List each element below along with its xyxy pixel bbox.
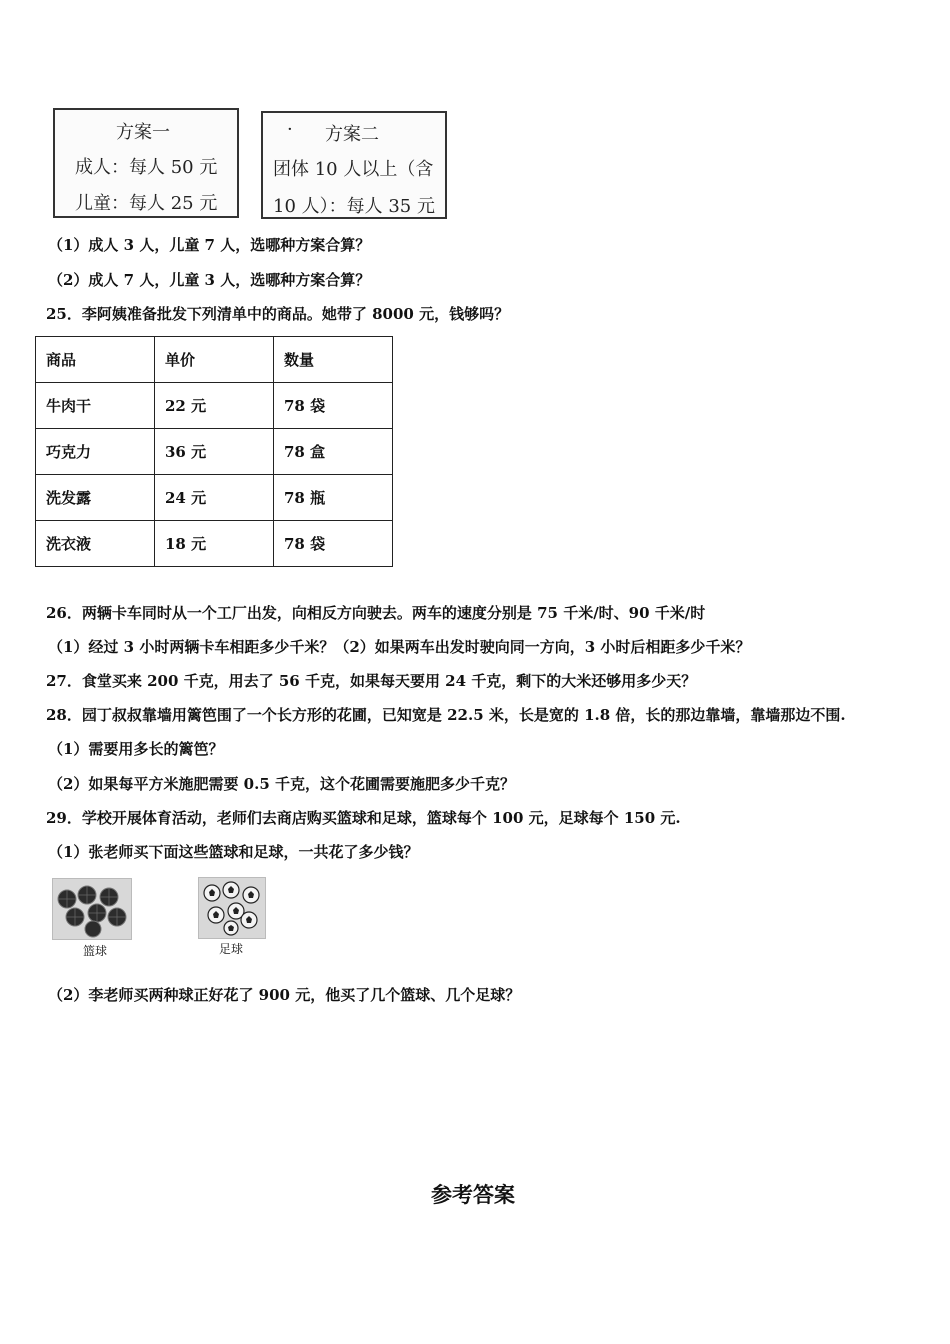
- q26-sub: （1）经过 3 小时两辆卡车相距多少千米？（2）如果两车出发时驶向同一方向，3 小时后相距多少千米？: [48, 638, 751, 656]
- q24-sub1: （1）成人 3 人，儿童 7 人，选哪种方案合算？: [48, 236, 371, 254]
- table-cell: 22 元: [155, 383, 274, 429]
- table-cell: 牛肉干: [36, 383, 155, 429]
- q28-sub2: （2）如果每平方米施肥需要 0.5 千克，这个花圃需要施肥多少千克？: [48, 775, 515, 793]
- q24-sub2: （2）成人 7 人，儿童 3 人，选哪种方案合算？: [48, 271, 371, 289]
- table-cell: 洗衣液: [36, 521, 155, 567]
- header-cell: 数量: [274, 337, 393, 383]
- plan-one-child: 儿童：每人 25 元: [75, 193, 218, 214]
- football-icon: [199, 878, 265, 938]
- plan-one-box: [53, 108, 239, 218]
- plan-two-box: [261, 111, 447, 219]
- plan-two-dot: ·: [287, 119, 293, 140]
- q27-text: 27．食堂买来 200 千克，用去了 56 千克，如果每天要用 24 千克，剩下的大米还够用多少天？: [46, 672, 697, 690]
- table-cell: 78 袋: [274, 521, 393, 567]
- table-cell: 36 元: [155, 429, 274, 475]
- table-row: [36, 475, 393, 521]
- plan-two-title: 方案二: [325, 124, 379, 145]
- table-cell: 洗发露: [36, 475, 155, 521]
- table-row: [36, 429, 393, 475]
- q28-sub1: （1）需要用多长的篱笆？: [48, 740, 224, 758]
- q29-text: 29．学校开展体育活动，老师们去商店购买篮球和足球，篮球每个 100 元，足球每个 150 元.: [46, 809, 681, 827]
- plan-one-title: 方案一: [116, 122, 170, 143]
- q25-text: 25．李阿姨准备批发下列清单中的商品。她带了 8000 元，钱够吗？: [46, 305, 510, 323]
- q29-sub1: （1）张老师买下面这些篮球和足球，一共花了多少钱？: [48, 843, 419, 861]
- plan-two-price: 10 人）：每人 35 元: [273, 196, 435, 217]
- table-header-row: [36, 337, 393, 383]
- table-cell: 78 盒: [274, 429, 393, 475]
- basketball-icon: [53, 879, 131, 939]
- header-cell: 商品: [36, 337, 155, 383]
- plan-two-group: 团体 10 人以上（含: [273, 159, 434, 180]
- basketball-caption: 篮球: [83, 944, 108, 958]
- table-row: [36, 383, 393, 429]
- football-image: [198, 877, 266, 939]
- table-cell: 巧克力: [36, 429, 155, 475]
- answers-title: 参考答案: [431, 1182, 515, 1207]
- table-cell: 78 瓶: [274, 475, 393, 521]
- table-cell: 18 元: [155, 521, 274, 567]
- goods-table: [35, 336, 393, 567]
- table-cell: 24 元: [155, 475, 274, 521]
- q28-text: 28．园丁叔叔靠墙用篱笆围了一个长方形的花圃，已知宽是 22.5 米，长是宽的 1.8 倍，长的那边靠墙，靠墙那边不围.: [46, 706, 846, 724]
- table-cell: 78 袋: [274, 383, 393, 429]
- header-cell: 单价: [155, 337, 274, 383]
- plan-one-adult: 成人：每人 50 元: [75, 157, 218, 178]
- football-caption: 足球: [219, 942, 244, 956]
- q26-text: 26．两辆卡车同时从一个工厂出发，向相反方向驶去。两车的速度分别是 75 千米/时、90 千米/时: [46, 604, 706, 622]
- basketball-image: [52, 878, 132, 940]
- q29-sub2: （2）李老师买两种球正好花了 900 元，他买了几个篮球、几个足球？: [48, 986, 521, 1004]
- table-row: [36, 521, 393, 567]
